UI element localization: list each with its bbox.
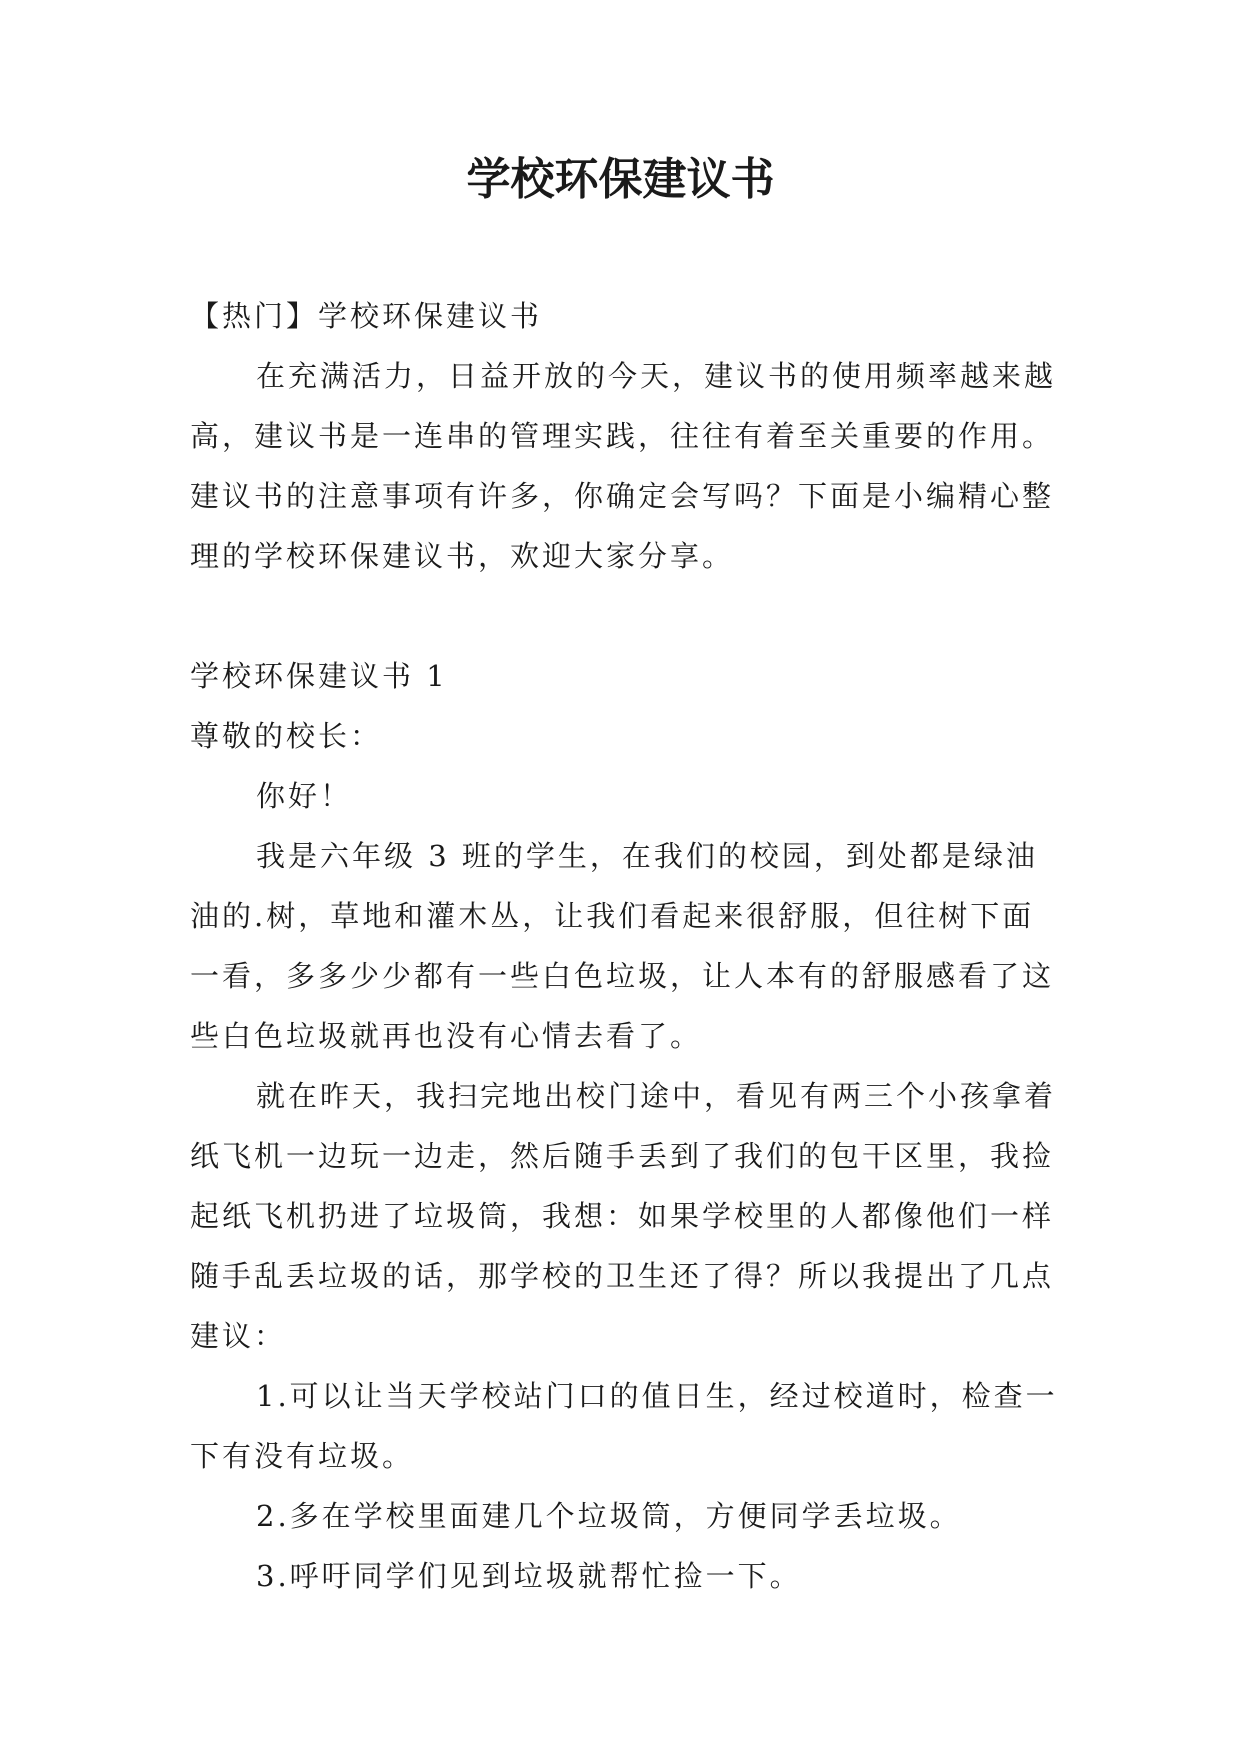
suggestion-item: 2.多在学校里面建几个垃圾筒，方便同学丢垃圾。 xyxy=(256,1499,962,1533)
intro-heading: 【热门】学校环保建议书 xyxy=(190,299,543,333)
section-spacer xyxy=(190,586,1060,646)
section-title: 学校环保建议书 1 xyxy=(190,659,448,693)
suggestion-item: 1.可以让当天学校站门口的值日生，经过校道时，检查一下有没有垃圾。 xyxy=(190,1379,1058,1473)
document-body xyxy=(190,286,1060,1606)
intro-paragraph: 在充满活力，日益开放的今天，建议书的使用频率越来越高，建议书是一连串的管理实践，往往有着至关重要的作用。建议书的注意事项有许多，你确定会写吗？下面是小编精心整理的学校环保建议书，欢迎大家分享。 xyxy=(190,359,1057,573)
salutation: 尊敬的校长： xyxy=(190,719,383,753)
suggestion-item: 3.呼吁同学们见到垃圾就帮忙捡一下。 xyxy=(256,1559,802,1593)
document-title: 学校环保建议书 xyxy=(466,154,775,205)
body-paragraph: 我是六年级 3 班的学生，在我们的校园，到处都是绿油油的.树，草地和灌木丛，让我们看起来很舒服，但往树下面一看，多多少少都有一些白色垃圾，让人本有的舒服感看了这些白色垃圾就再也没有心情去看了。 xyxy=(190,839,1055,1053)
greeting: 你好！ xyxy=(256,779,353,813)
body-paragraph: 就在昨天，我扫完地出校门途中，看见有两三个小孩拿着纸飞机一边玩一边走，然后随手丢到了我们的包干区里，我捡起纸飞机扔进了垃圾筒，我想：如果学校里的人都像他们一样随手乱丢垃圾的话，那学校的卫生还了得？所以我提出了几点建议： xyxy=(190,1079,1057,1353)
